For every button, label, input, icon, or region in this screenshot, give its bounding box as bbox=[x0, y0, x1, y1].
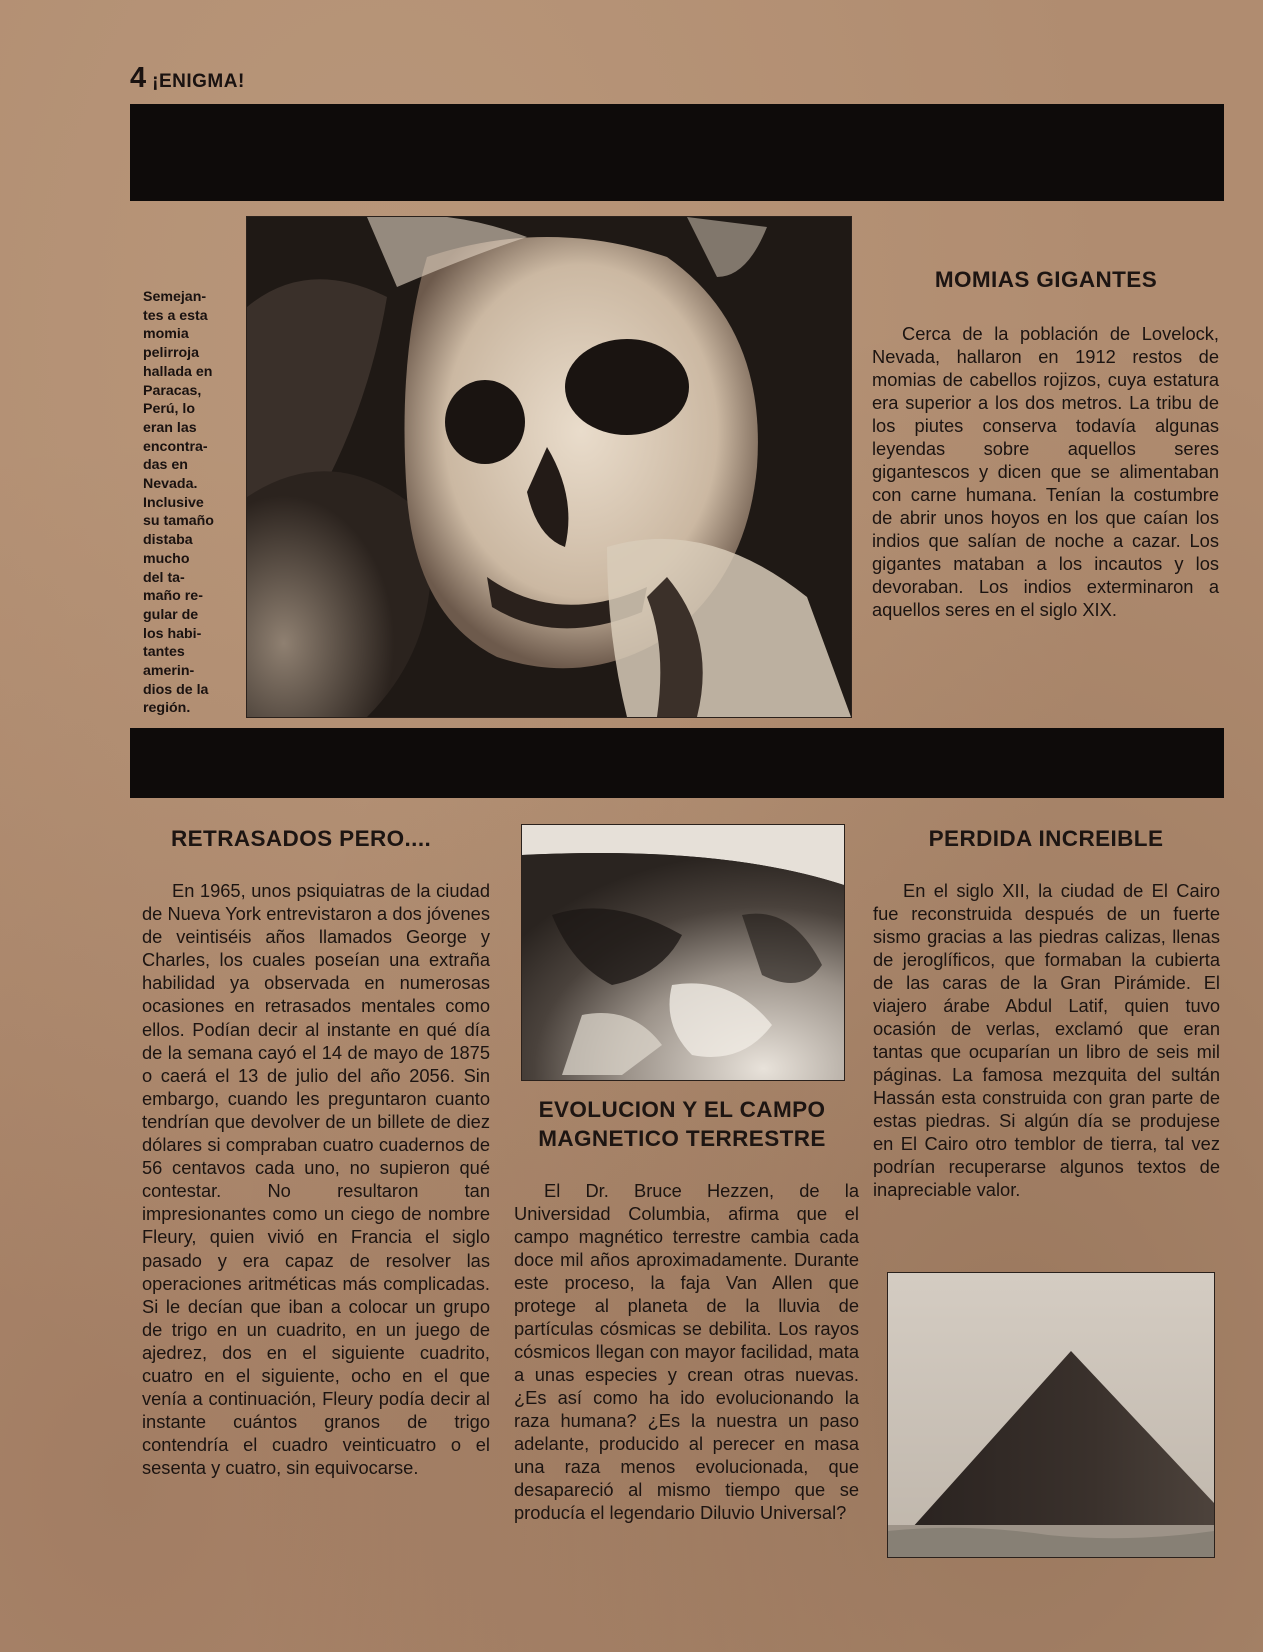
article-body-perdida-increible: En el siglo XII, la ciudad de El Cairo fue reconstruida después de un fuerte sismo gracias a las piedras calizas, llenas de jeroglíficos, que formaban la cubierta de las caras de la Gran Pirámide. El viajero árabe Abdul Latif, quien tuvo ocasión de verlas, exclamó que eran tantas que ocuparían un libro de seis mil páginas. La famosa mezquita del sultán Hassán esta construida con gran parte de estas piedras. Si algún día se produjese en El Cairo otro temblor de tierra, tal vez podrían recuperarse algunos textos de inapreciable valor. bbox=[873, 880, 1220, 1200]
section-divider-bar-top bbox=[130, 104, 1224, 201]
article-title-momias-gigantes: MOMIAS GIGANTES bbox=[934, 267, 1158, 292]
photo-caption: Semejan- tes a esta momia pelirroja hallada en Paracas, Perú, lo eran las encontra- das en Nevada. Inclusive su tamaño distaba mucho del ta- maño re- gular de los habi- tantes amerin- dios de la región. bbox=[143, 289, 214, 717]
article-title-retrasados: RETRASADOS PERO.... bbox=[171, 826, 432, 851]
page-header bbox=[130, 62, 245, 95]
mummy-skull-photo bbox=[246, 216, 852, 718]
article-title-evolucion-line2: MAGNETICO TERRESTRE bbox=[538, 1126, 826, 1151]
magazine-name: ¡ENIGMA! bbox=[152, 71, 245, 92]
article-body-momias-gigantes: Cerca de la población de Lovelock, Nevada, hallaron en 1912 restos de momias de cabellos rojizos, cuya estatura era superior a los dos metros. La tribu de los piutes conserva todavía algunas leyendas sobre aquellos seres gigantescos y dicen que se alimentaban con carne humana. Tenían la costumbre de abrir unos hoyos en los que caían los indios que salían de noche a cazar. Los gigantes mataban a los incautos y los devoraban. Los indios exterminaron a aquellos seres en el siglo XIX. bbox=[872, 323, 1219, 620]
article-body-retrasados: En 1965, unos psiquiatras de la ciudad de Nueva York entrevistaron a dos jóvenes de veintiséis años llamados George y Charles, los cuales poseían una extraña habilidad ya observada en numerosas ocasiones en retrasados mentales como ellos. Podían decir al instante en qué día de la semana cayó el 14 de mayo de 1875 o caerá el 13 de julio del año 2056. Sin embargo, cuando les preguntaron cuanto tendrían que devolver de un billete de diez dólares si compraban cuatro cuadernos de 56 centavos cada uno, no supieron qué contestar. No resultaron tan impresionantes como un ciego de nombre Fleury, quien vivió en Francia el siglo pasado y era capaz de resolver las operaciones aritméticas más complicadas. Si le decían que iban a colocar un grupo de trigo en un cuadrito, en un juego de ajedrez, dos en el siguiente cuadrito, cuatro en el siguiente, ocho en el que venía a continuación, Fleury podía decir al instante cuántos granos de trigo contendría el cuadro veinticuatro o el sesenta y cuatro, sin equivocarse. bbox=[142, 880, 490, 1479]
article-body-evolucion: El Dr. Bruce Hezzen, de la Universidad Columbia, afirma que el campo magnético terrestre cambia cada doce mil años aproximadamente. Durante este proceso, la faja Van Allen que protege al planeta de la lluvia de partículas cósmicas se debilita. Los rayos cósmicos llegan con mayor facilidad, mata a unas especies y crean otras nuevas. ¿Es así como ha ido evolucionando la raza humana? ¿Es la nuestra un paso adelante, producido al perecer en masa una raza menos evolucionada, que desapareció al mismo tiempo que se producía el legendario Diluvio Universal? bbox=[514, 1180, 859, 1523]
section-divider-bar-middle bbox=[130, 728, 1224, 798]
article-title-evolucion-line1: EVOLUCION Y EL CAMPO bbox=[538, 1097, 826, 1122]
earth-from-space-photo bbox=[521, 824, 845, 1081]
pyramid-photo bbox=[887, 1272, 1215, 1558]
article-title-evolucion bbox=[512, 1095, 852, 1153]
page-number: 4 bbox=[130, 62, 147, 94]
article-title-perdida-increible: PERDIDA INCREIBLE bbox=[928, 826, 1164, 851]
